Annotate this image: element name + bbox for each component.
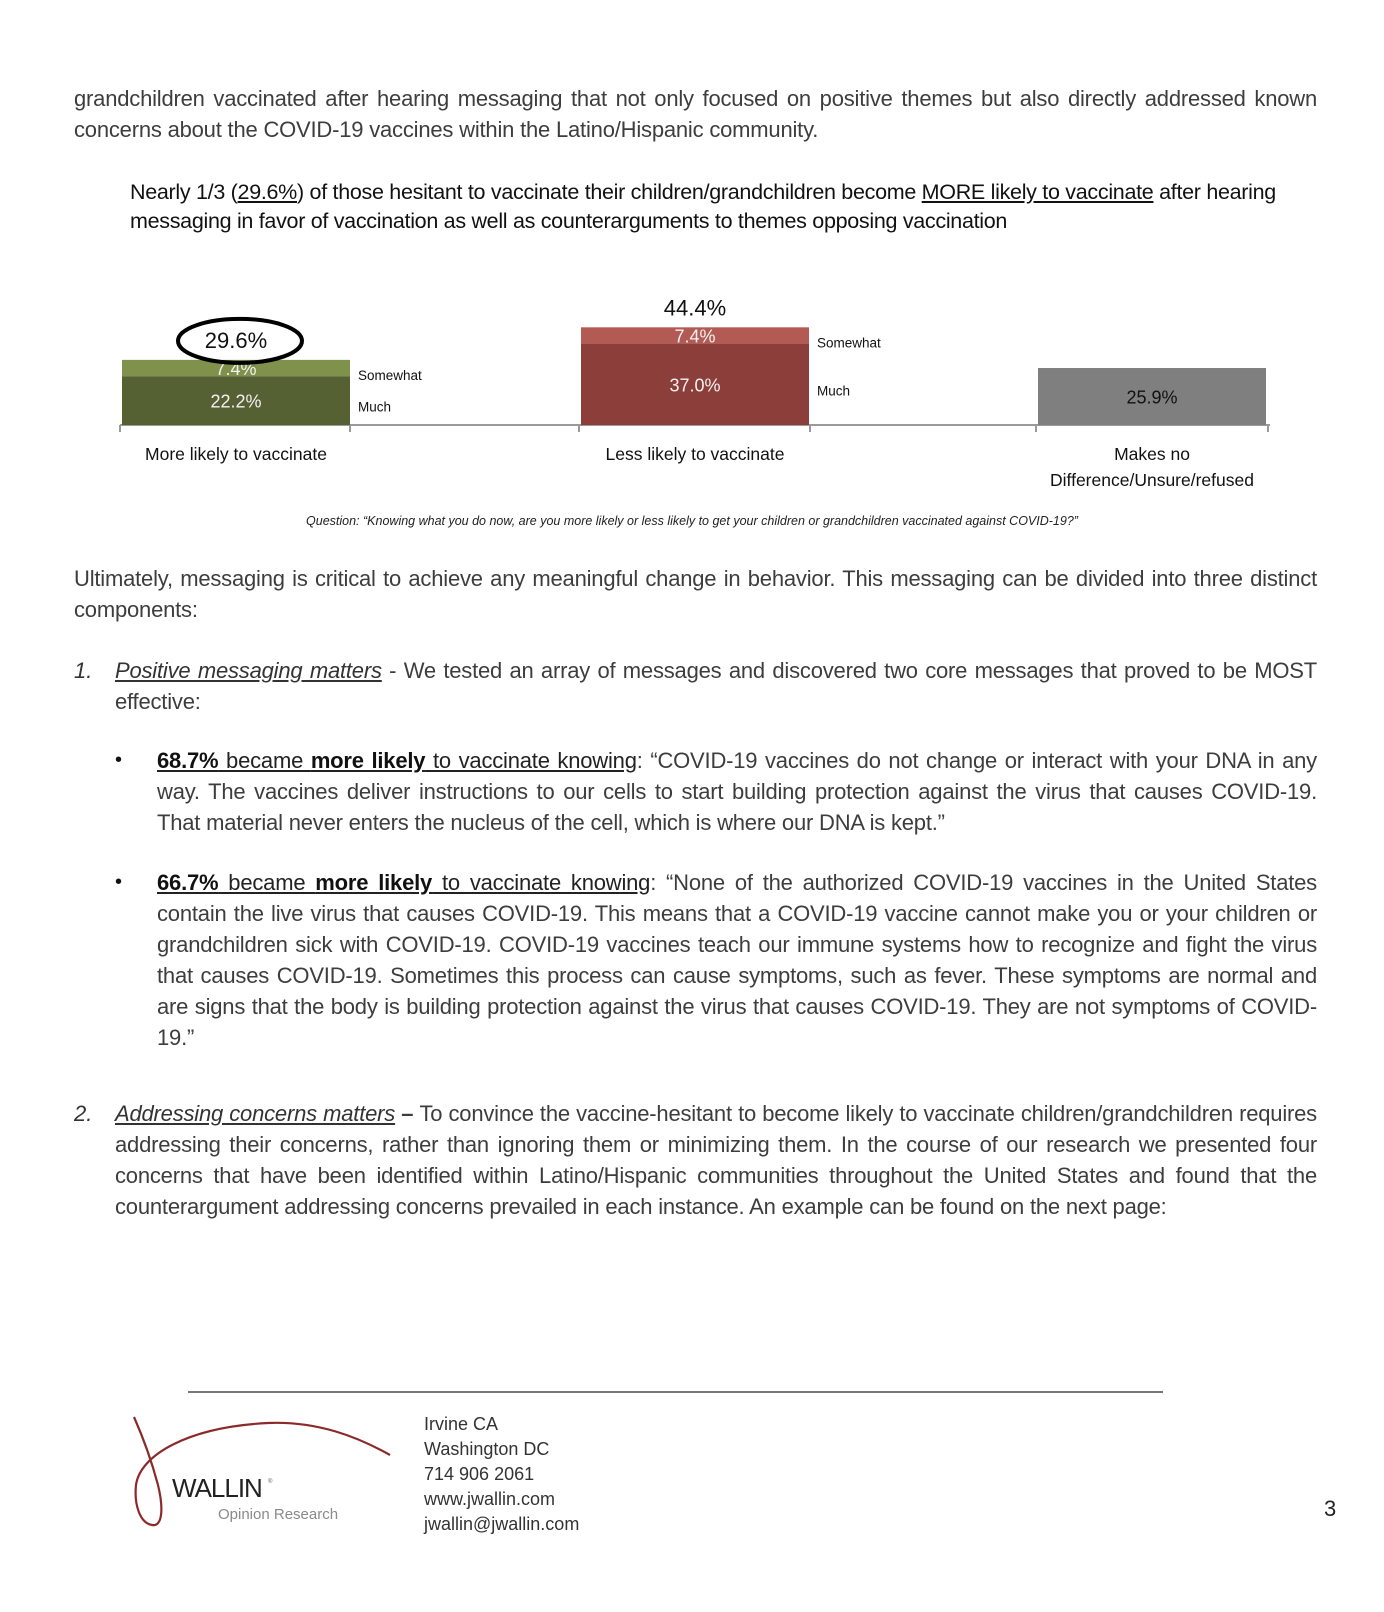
bullet-quote: : “COVID-19 vaccines do not change or interact with your DNA in any way. The vaccines deliver instructions to our cells to start building protection against the virus that causes COVID-19. That material never enters the nucleus of the cell, which is where our DNA is kept.” <box>157 748 1317 835</box>
list-number-2: 2. <box>74 1101 93 1126</box>
headline-text-1: Nearly 1/3 ( <box>130 180 238 204</box>
bullet-icon: • <box>115 871 123 893</box>
contact-city-1: Irvine CA <box>424 1414 499 1434</box>
list-separator: – <box>395 1101 420 1126</box>
bullet-lead <box>157 870 650 895</box>
list-separator: - <box>381 658 404 683</box>
bullet-percent: 68.7% <box>157 748 219 773</box>
data-label-total: 29.6% <box>204 327 268 353</box>
footer-divider <box>188 1391 1163 1393</box>
list-item-text: We tested an array of messages and discovered two core messages that proved to be MOST effective: <box>115 658 1318 714</box>
headline-highlight-more: MORE likely to vaccinate <box>921 180 1154 204</box>
data-label-much: 22.2% <box>210 391 262 412</box>
contact-email-link[interactable]: jwallin@jwallin.com <box>424 1514 580 1534</box>
bullet-more-likely: more likely <box>310 748 426 773</box>
list-item-positive-messaging <box>115 655 1317 717</box>
logo-name: WALLIN <box>172 1473 262 1503</box>
category-label: Less likely to vaccinate <box>605 444 785 464</box>
headline-text-3: after hearing messaging in favor of vaccination as well as counterarguments to themes opposing vaccination <box>130 180 1276 233</box>
list-item-title: Positive messaging matters <box>115 658 382 683</box>
chart-headline <box>130 178 1280 236</box>
contact-info <box>424 1412 579 1537</box>
intro-paragraph: grandchildren vaccinated after hearing messaging that not only focused on positive themes but also directly addressed known concerns about the COVID-19 vaccines within the Latino/Hispanic community. <box>74 86 1317 142</box>
data-label-somewhat: 7.4% <box>674 326 716 347</box>
question-caption: Question: “Knowing what you do now, are you more likely or less likely to get your children or grandchildren vaccinated against COVID-19?” <box>306 514 1078 528</box>
category-label: More likely to vaccinate <box>145 444 327 464</box>
category-label: Difference/Unsure/refused <box>1050 470 1254 490</box>
logo-registered: ® <box>268 1479 273 1485</box>
contact-phone: 714 906 2061 <box>424 1464 535 1484</box>
list-item-addressing-concerns <box>115 1098 1317 1222</box>
wallin-logo <box>128 1415 408 1535</box>
bullet-lead-text: became <box>218 748 311 773</box>
bullet-more-likely: more likely <box>315 870 433 895</box>
bullet-lead-text: to vaccinate knowing <box>425 748 637 773</box>
list-number-1: 1. <box>74 658 93 683</box>
bullet-item-dna-message <box>157 745 1317 838</box>
headline-text-2: ) of those hesitant to vaccinate their children/grandchildren become <box>297 180 922 204</box>
list-item-title: Addressing concerns matters <box>115 1101 396 1126</box>
bullet-item-live-virus-message <box>157 867 1317 1053</box>
legend-label-much: Much <box>817 383 851 399</box>
page-number: 3 <box>1324 1496 1337 1521</box>
data-label-much: 25.9% <box>1126 387 1178 408</box>
data-label-total: 44.4% <box>663 295 727 321</box>
data-label-much: 37.0% <box>669 375 721 396</box>
legend-label-somewhat: Somewhat <box>817 335 881 351</box>
headline-highlight-pct: 29.6% <box>237 180 297 204</box>
messaging-paragraph: Ultimately, messaging is critical to achieve any meaningful change in behavior. This messaging can be divided into three distinct components: <box>74 566 1317 622</box>
bullet-percent: 66.7% <box>157 870 219 895</box>
bullet-lead-text: to vaccinate knowing <box>432 870 651 895</box>
bullet-icon: • <box>115 749 123 771</box>
category-label: Makes no <box>1114 444 1190 464</box>
bullet-lead <box>157 748 637 773</box>
contact-website-link[interactable]: www.jwallin.com <box>424 1489 556 1509</box>
contact-city-2: Washington DC <box>424 1439 550 1459</box>
legend-label-much: Much <box>358 399 392 415</box>
list-item-text: To convince the vaccine-hesitant to become likely to vaccinate children/grandchildren requires addressing their concerns, rather than ignoring them or minimizing them. In the course of our research we presented four concerns that have been identified within Latino/Hispanic communities throughout the United States and found that the counterargument addressing concerns prevailed in each instance. An example can be found on the next page: <box>115 1101 1317 1219</box>
likelihood-bar-chart <box>0 280 1384 540</box>
legend-label-somewhat: Somewhat <box>358 368 422 384</box>
logo-tagline: Opinion Research <box>218 1506 339 1523</box>
bullet-lead-text: became <box>218 870 316 895</box>
bullet-quote: : “None of the authorized COVID-19 vaccines in the United States contain the live virus that causes COVID-19. This means that a COVID-19 vaccine cannot make you or your children or grandchildren sick with COVID-19. COVID-19 vaccines teach our immune systems how to recognize and fight the virus that causes COVID-19. Sometimes this process can cause symptoms, such as fever. These symptoms are normal and are signs that the body is building protection against the virus that causes COVID-19. They are not symptoms of COVID-19.” <box>157 870 1317 1050</box>
data-label-somewhat: 7.4% <box>215 359 257 380</box>
